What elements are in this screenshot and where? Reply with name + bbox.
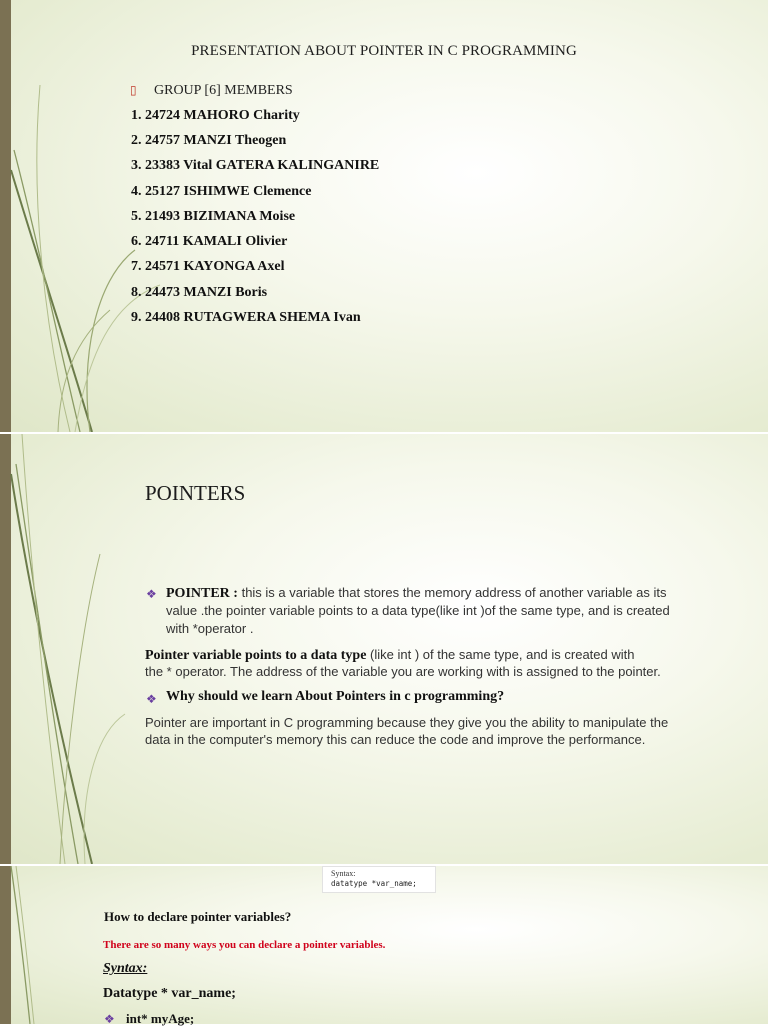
- pointer-term: POINTER :: [166, 586, 238, 601]
- member-item: 7. 24571 KAYONGA Axel: [131, 259, 285, 274]
- declare-question: How to declare pointer variables?: [104, 909, 292, 924]
- member-item: 9. 24408 RUTAGWERA SHEMA Ivan: [131, 310, 361, 325]
- pointer-definition-line: with *operator .: [166, 621, 254, 636]
- why-text-line: Pointer are important in C programming because they give you the ability to manipulate the: [145, 715, 669, 730]
- syntax-line: Datatype * var_name;: [103, 986, 236, 1001]
- example-declaration: int* myAge;: [126, 1011, 195, 1026]
- why-text-line: data in the computer's memory this can reduce the code and improve the performance.: [145, 732, 646, 747]
- decorative-curves: [0, 0, 768, 432]
- pointer-variable-text: the * operator. The address of the variable you are working with is assigned to the pointer.: [145, 664, 661, 679]
- syntax-label: Syntax:: [103, 961, 148, 976]
- member-item: 3. 23383 Vital GATERA KALINGANIRE: [131, 158, 380, 173]
- group-heading: GROUP [6] MEMBERS: [154, 83, 293, 98]
- diamond-bullet-icon: ❖: [104, 1012, 115, 1026]
- diamond-bullet-icon: ❖: [146, 587, 157, 601]
- member-item: 1. 24724 MAHORO Charity: [131, 108, 300, 123]
- red-note: There are so many ways you can declare a pointer variables.: [103, 939, 386, 951]
- slide-side-bar: [0, 866, 11, 1024]
- slide-side-bar: [0, 434, 11, 864]
- member-item: 5. 21493 BIZIMANA Moise: [131, 209, 296, 224]
- member-item: 6. 24711 KAMALI Olivier: [131, 234, 288, 249]
- member-item: 2. 24757 MANZI Theogen: [131, 133, 287, 148]
- pointer-variable-bold: Pointer variable points to a data type: [145, 648, 367, 663]
- presentation-title: PRESENTATION ABOUT POINTER IN C PROGRAMMING: [191, 43, 577, 59]
- section-heading-pointers: POINTERS: [145, 481, 246, 505]
- pointer-definition-line: this is a variable that stores the memory address of another variable as its: [241, 585, 667, 600]
- pointer-variable-text: (like int ) of the same type, and is created with: [370, 647, 635, 662]
- why-heading: Why should we learn About Pointers in c programming?: [166, 689, 505, 704]
- member-item: 8. 24473 MANZI Boris: [131, 285, 268, 300]
- syntax-snippet-image: [322, 866, 436, 893]
- pointer-definition-line: value .the pointer variable points to a data type(like int )of the same type, and is created: [166, 603, 670, 618]
- slide-side-bar: [0, 0, 11, 432]
- snippet-code: datatype *var_name;: [331, 879, 417, 888]
- member-item: 4. 25127 ISHIMWE Clemence: [131, 184, 312, 199]
- diamond-bullet-icon: ❖: [146, 692, 157, 706]
- snippet-label: Syntax:: [331, 869, 356, 878]
- bullet-icon: ▯: [130, 83, 137, 97]
- slide-1: [0, 0, 768, 432]
